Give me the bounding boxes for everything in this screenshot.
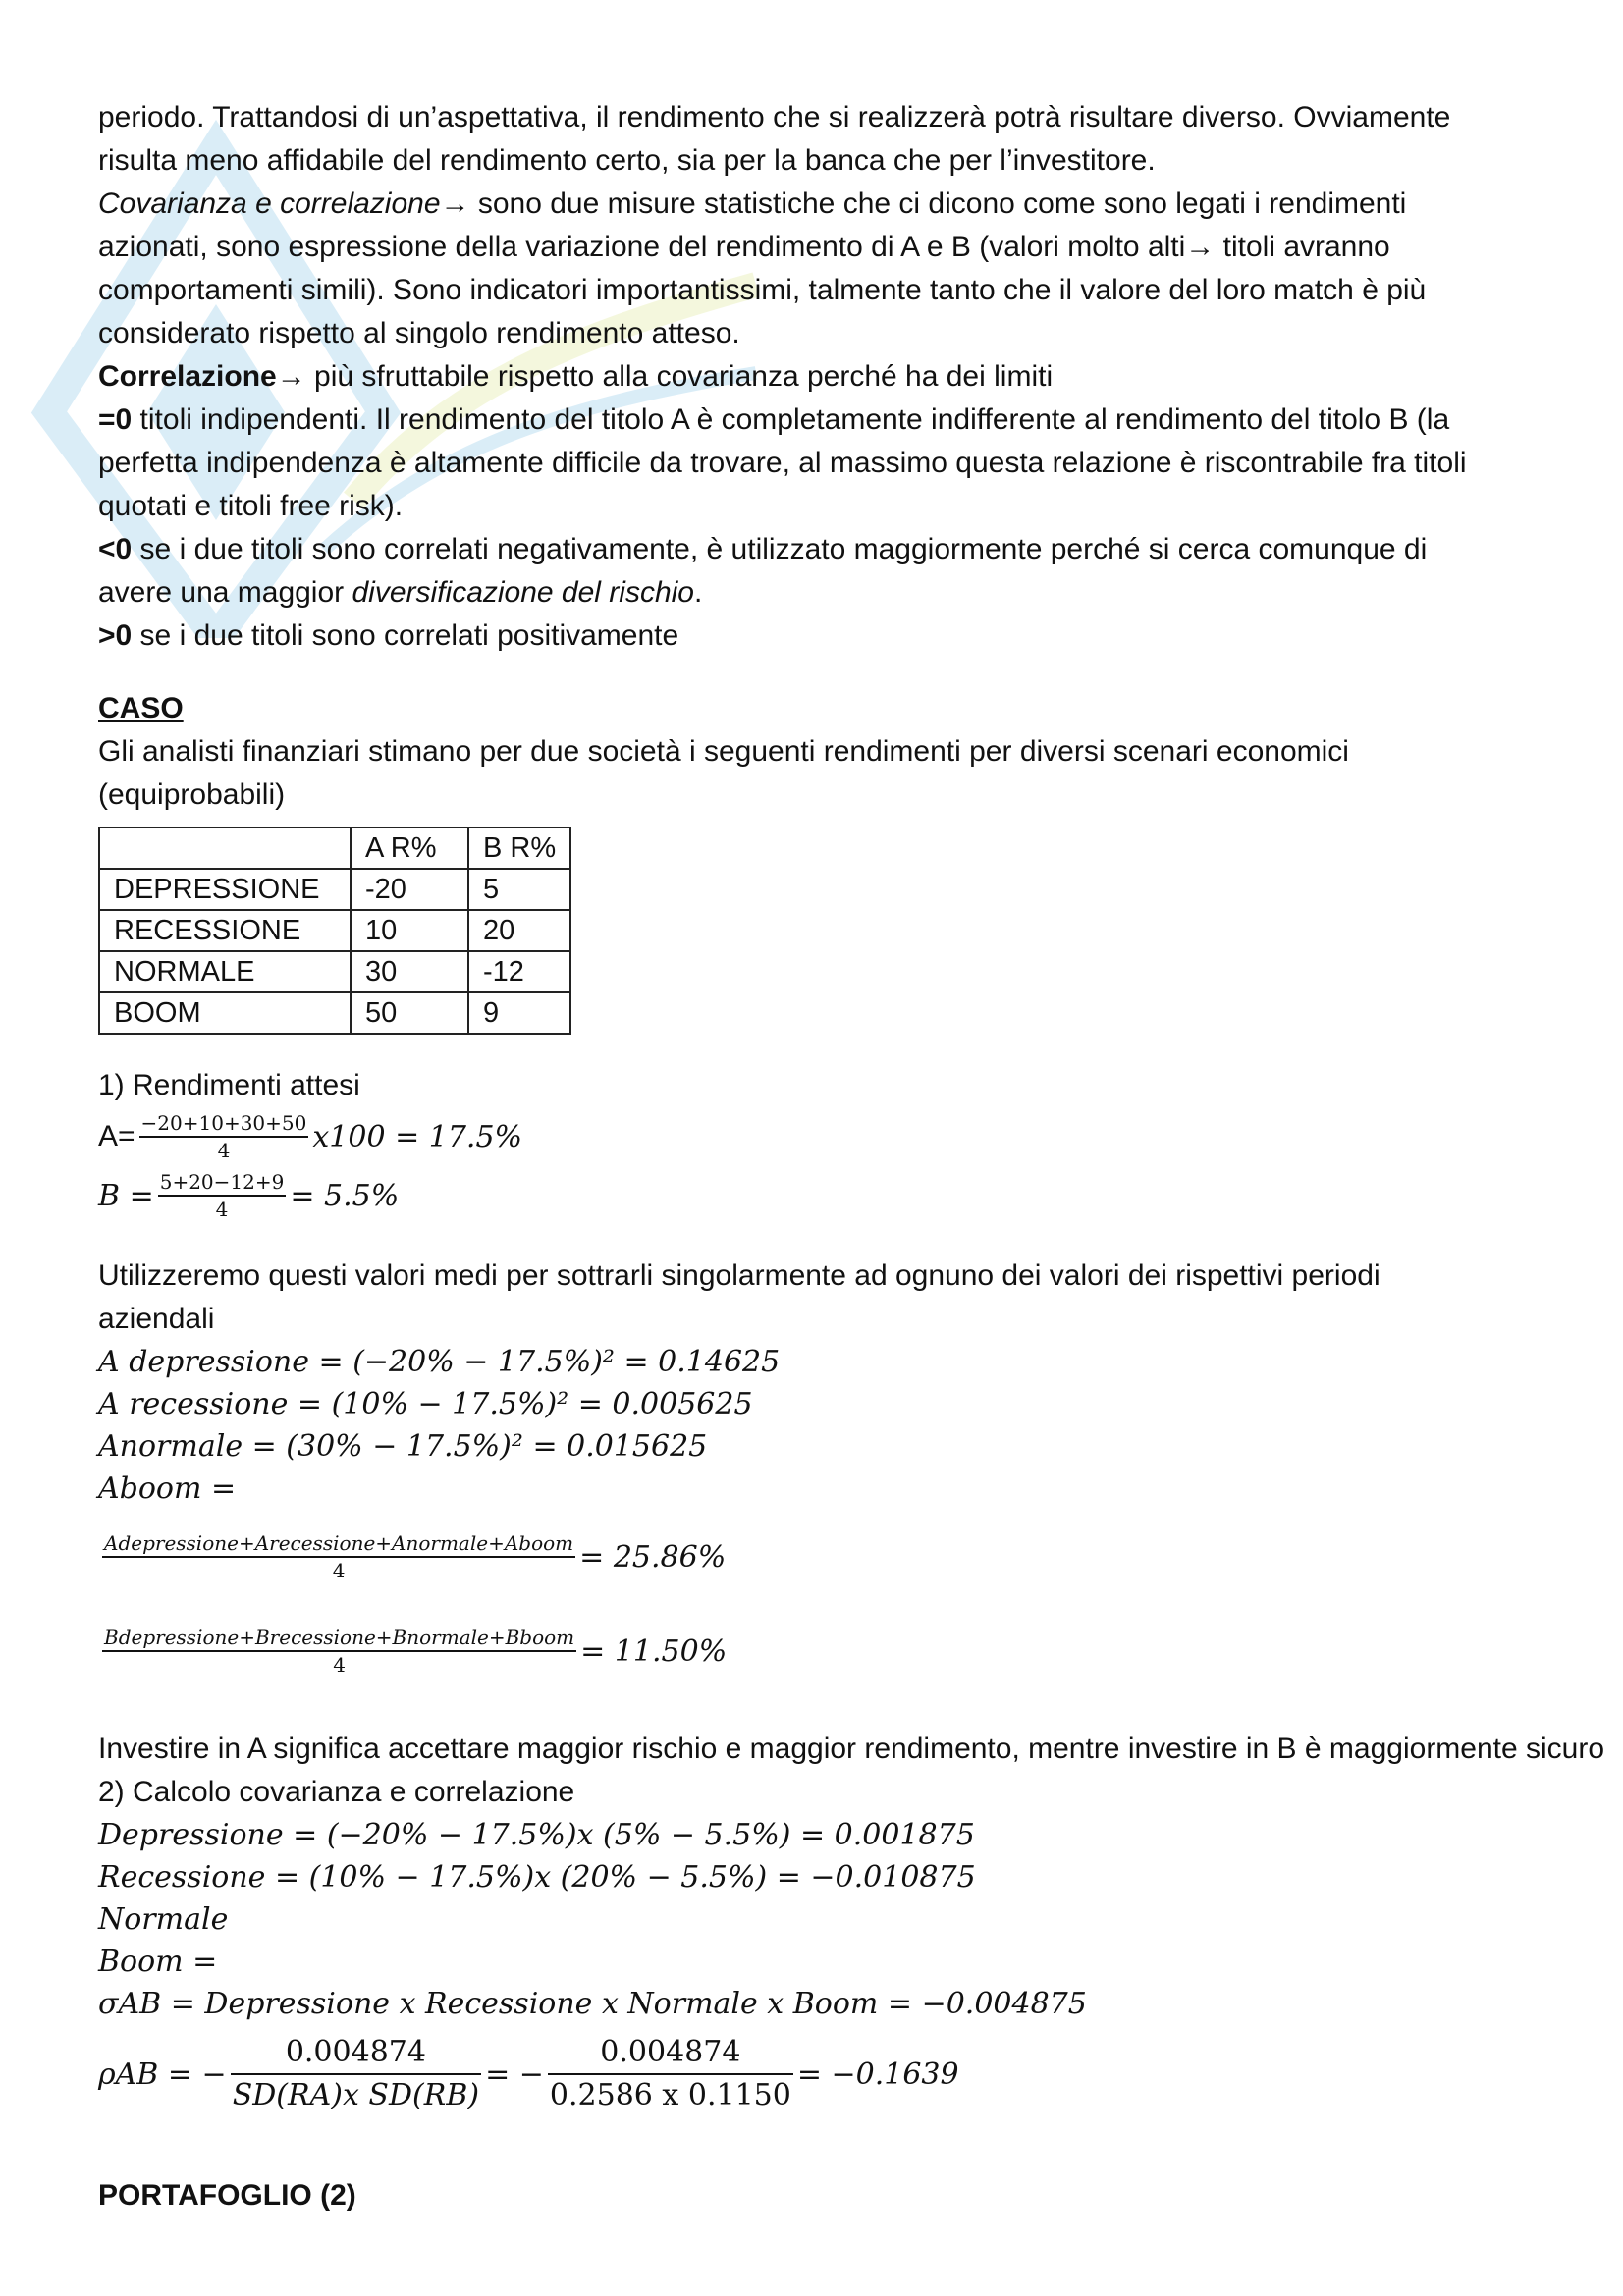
paragraph-line: quotati e titoli free risk).: [98, 490, 404, 522]
table-row: [99, 951, 570, 992]
paragraph-line: Gli analisti finanziari stimano per due società i seguenti rendimenti per diversi scenari economici: [98, 735, 1349, 768]
equation: Recessione = (10% − 17.5%)x (20% − 5.5%) = −0.010875: [98, 1860, 976, 1895]
covariance-term: Covarianza e correlazione: [98, 187, 441, 220]
paragraph-line: Investire in A significa accettare maggior rischio e maggior rendimento, mentre investire in B è maggiormente sicuro: [98, 1733, 1605, 1765]
table-header-cell: A R%: [351, 828, 468, 869]
paragraph-line: risulta meno affidabile del rendimento certo, sia per la banca che per l’investitore.: [98, 144, 1156, 177]
table-cell: BOOM: [99, 992, 351, 1034]
equation: Normale: [98, 1902, 229, 1937]
table-header-row: [99, 828, 570, 869]
paragraph-line: azionati, sono espressione della variazione del rendimento di A e B (valori molto alti→ titoli avranno: [98, 231, 1390, 263]
arrow-icon: →: [1185, 231, 1216, 263]
table-row: [99, 910, 570, 951]
table-cell: DEPRESSIONE: [99, 869, 351, 910]
document-body: [98, 96, 1623, 2217]
table-header-cell: [99, 828, 351, 869]
fraction: $\frac{0.004874}{0.2586 x 0.1150}$: [548, 2032, 793, 2116]
table-cell: 9: [468, 992, 570, 1034]
fraction: $\frac{\text{Adepressione+Arecessione+Anormale+Aboom}}{4}$: [104, 1531, 574, 1582]
covariance-equation: σAB = Depressione x Recessione x Normale x Boom = −0.004875: [98, 1987, 1087, 2021]
paragraph-line: comportamenti simili). Sono indicatori importantissimi, talmente tanto che il valore del loro match è più: [98, 274, 1427, 306]
expected-return-b: B = $\frac{5+20-12+9}{4}$ = 5.5%: [98, 1170, 400, 1221]
paragraph-line: >0 se i due titoli sono correlati positivamente: [98, 619, 679, 652]
table-cell: 5: [468, 869, 570, 910]
table-header-cell: B R%: [468, 828, 570, 869]
caso-heading: CASO: [98, 692, 184, 724]
zero-correlation-mark: =0: [98, 403, 133, 436]
paragraph-line: Covarianza e correlazione→ sono due misure statistiche che ci dicono come sono legati i rendimenti: [98, 187, 1407, 220]
expected-return-a: A= $\frac{-20+10+30+50}{4}$ x100 = 17.5%: [98, 1111, 523, 1162]
table-cell: 20: [468, 910, 570, 951]
table-cell: NORMALE: [99, 951, 351, 992]
correlation-equation: ρAB = − $\frac{0.004874}{\text{SD(RA)x SD(RB)}}$ = − $\frac{0.004874}{0.2586 x 0.1150}$ = −0.1639: [98, 2025, 1623, 2123]
paragraph-line: considerato rispetto al singolo rendimento atteso.: [98, 317, 740, 349]
arrow-icon: →: [440, 187, 470, 220]
arrow-icon: →: [276, 360, 306, 393]
equation: Aboom =: [98, 1471, 237, 1506]
fraction: $\frac{0.004874}{\text{SD(RA)x SD(RB)}}$: [231, 2032, 481, 2116]
equation: Anormale = (30% − 17.5%)² = 0.015625: [98, 1429, 708, 1464]
negative-correlation-mark: <0: [98, 533, 133, 565]
fraction: $\frac{\text{Bdepressione+Brecessione+Bnormale+Bboom}}{4}$: [104, 1626, 575, 1677]
portfolio-heading: PORTAFOGLIO (2): [98, 2179, 356, 2212]
table-row: [99, 992, 570, 1034]
fraction: $\frac{-20+10+30+50}{4}$: [140, 1111, 307, 1162]
paragraph-line: aziendali: [98, 1303, 215, 1335]
paragraph-line: =0 titoli indipendenti. Il rendimento del titolo A è completamente indifferente al rendimento del titolo B (la: [98, 403, 1450, 436]
paragraph-line: avere una maggior diversificazione del rischio.: [98, 576, 703, 609]
table-cell: 10: [351, 910, 468, 951]
table-cell: -12: [468, 951, 570, 992]
std-dev-a: $\frac{\text{Adepressione+Arecessione+Anormale+Aboom}}{4}$ = 25.86%: [104, 1531, 727, 1582]
returns-table: [98, 827, 571, 1035]
equation: Depressione = (−20% − 17.5%)x (5% − 5.5%) = 0.001875: [98, 1818, 975, 1852]
fraction: $\frac{5+20-12+9}{4}$: [159, 1170, 285, 1221]
equation: Boom =: [98, 1945, 218, 1979]
step2-title: 2) Calcolo covarianza e correlazione: [98, 1776, 575, 1808]
table-cell: RECESSIONE: [99, 910, 351, 951]
table-row: [99, 869, 570, 910]
equation: A recessione = (10% − 17.5%)² = 0.005625: [98, 1387, 753, 1421]
paragraph-line: Correlazione→ più sfruttabile rispetto alla covarianza perché ha dei limiti: [98, 360, 1054, 393]
table-cell: 30: [351, 951, 468, 992]
paragraph-line: perfetta indipendenza è altamente difficile da trovare, al massimo questa relazione è riscontrabile fra titoli: [98, 447, 1467, 479]
table-cell: -20: [351, 869, 468, 910]
paragraph-line: Utilizzeremo questi valori medi per sottrarli singolarmente ad ognuno dei valori dei rispettivi periodi: [98, 1259, 1380, 1292]
paragraph-line: <0 se i due titoli sono correlati negativamente, è utilizzato maggiormente perché si cerca comunque di: [98, 533, 1428, 565]
correlation-term: Correlazione: [98, 360, 277, 393]
equation: A depressione = (−20% − 17.5%)² = 0.14625: [98, 1345, 781, 1379]
paragraph-line: (equiprobabili): [98, 778, 286, 811]
positive-correlation-mark: >0: [98, 619, 133, 652]
step1-title: 1) Rendimenti attesi: [98, 1069, 360, 1101]
table-cell: 50: [351, 992, 468, 1034]
paragraph-line: periodo. Trattandosi di un’aspettativa, il rendimento che si realizzerà potrà risultare diverso. Ovviamente: [98, 101, 1451, 133]
std-dev-b: $\frac{\text{Bdepressione+Brecessione+Bnormale+Bboom}}{4}$ = 11.50%: [104, 1626, 728, 1677]
